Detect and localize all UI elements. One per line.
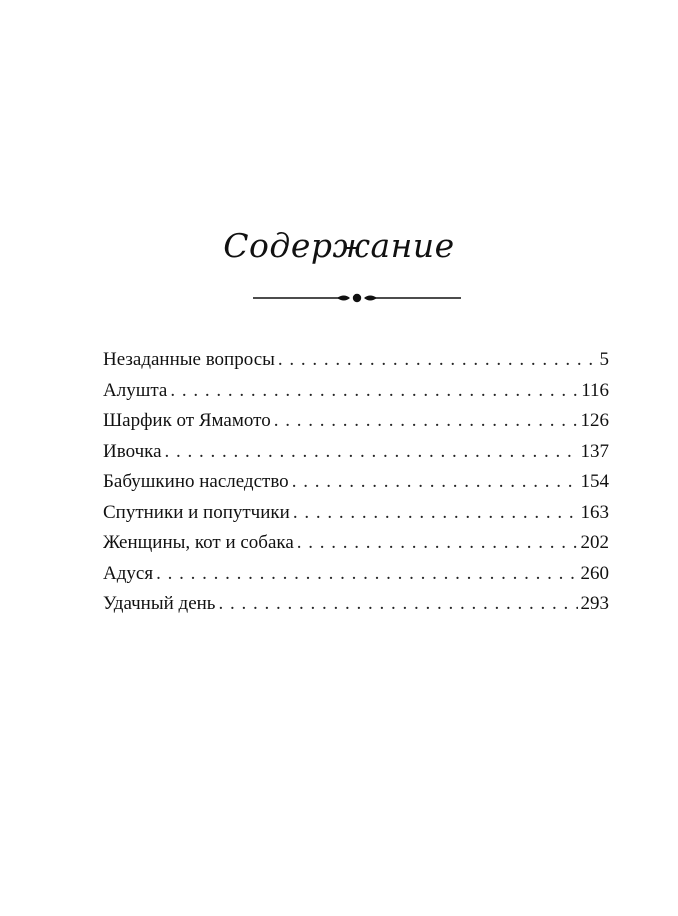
- toc-entry-page: 116: [581, 379, 609, 401]
- toc-entry-title: Шарфик от Ямамото: [103, 410, 271, 431]
- dot-leader: [170, 376, 578, 407]
- toc-entry-title: Бабушкино наследство: [103, 471, 289, 492]
- dot-leader: [274, 406, 578, 437]
- toc-entry[interactable]: [103, 406, 609, 437]
- toc-entry-title: Спутники и попутчики: [103, 501, 290, 523]
- toc-entry-title: Незаданные вопросы: [103, 349, 275, 370]
- toc-entry-page: 202: [580, 532, 609, 553]
- flourish-divider-icon: [253, 290, 461, 306]
- toc-entry-title: Адуся: [103, 562, 154, 584]
- toc-entry[interactable]: [103, 376, 609, 407]
- dot-leader: [292, 467, 578, 498]
- table-of-contents: [103, 345, 609, 620]
- toc-entry[interactable]: [103, 589, 609, 620]
- toc-entry-title: Алушта: [103, 379, 168, 401]
- toc-entry-title: Женщины, кот и собака: [103, 532, 294, 553]
- dot-leader: [165, 437, 578, 468]
- toc-entry[interactable]: [103, 528, 609, 559]
- toc-entry-page: 5: [599, 349, 609, 370]
- toc-entry-page: 260: [580, 562, 609, 584]
- dot-leader: [156, 559, 577, 590]
- dot-leader: [297, 528, 578, 559]
- toc-entry-page: 126: [580, 410, 609, 431]
- toc-entry-page: 154: [580, 471, 609, 492]
- dot-leader: [218, 589, 577, 620]
- toc-entry[interactable]: [103, 467, 609, 498]
- toc-entry[interactable]: [103, 345, 609, 376]
- toc-entry-title: Ивочка: [103, 440, 162, 462]
- dot-leader: [293, 498, 578, 529]
- toc-entry-page: 137: [580, 440, 609, 462]
- toc-entry-page: 293: [580, 593, 609, 614]
- toc-entry[interactable]: [103, 498, 609, 529]
- toc-entry[interactable]: [103, 559, 609, 590]
- toc-entry-page: 163: [580, 501, 609, 523]
- toc-entry[interactable]: [103, 437, 609, 468]
- page-title: Содержание: [223, 226, 455, 265]
- toc-entry-title: Удачный день: [103, 593, 216, 614]
- dot-leader: [278, 345, 597, 376]
